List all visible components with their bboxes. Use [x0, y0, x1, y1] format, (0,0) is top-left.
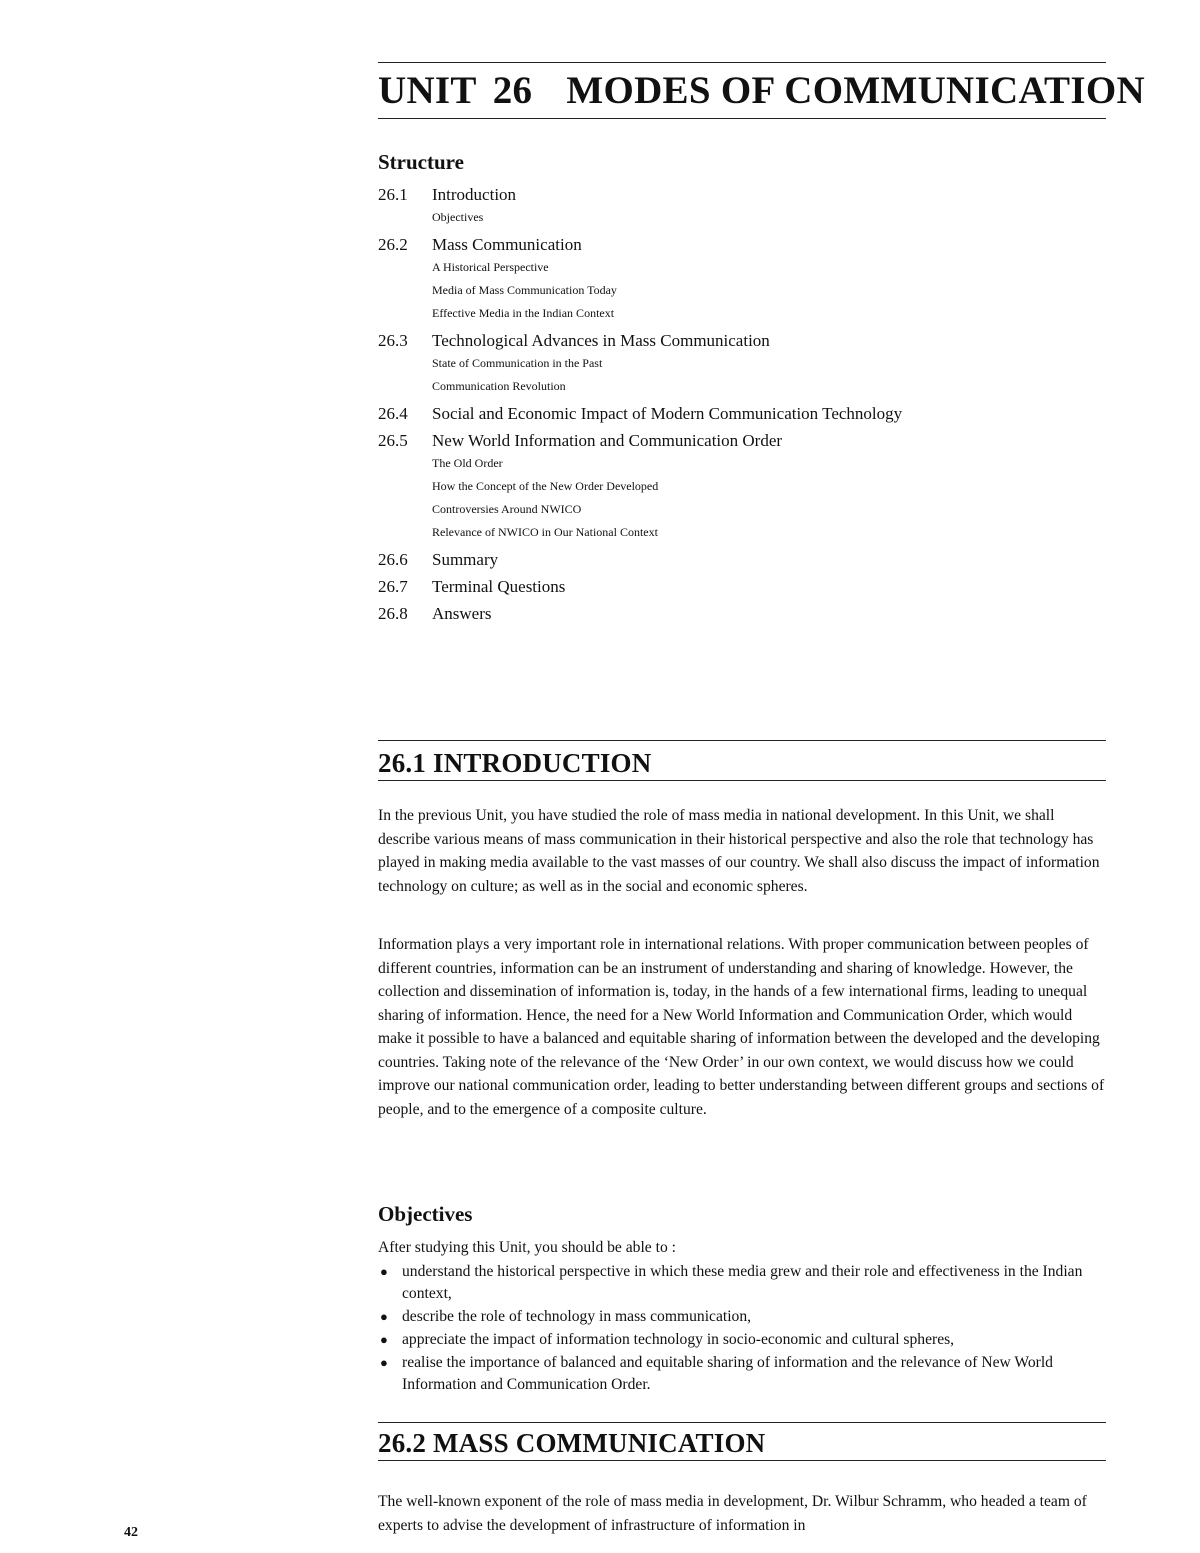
intro-paragraph-2: Information plays a very important role in international relations. With proper communication between peoples of different countries, information can be an instrument of understanding and sharing of knowledge. However, the collection and dissemination of information is, today, in the hands of a few international firms, leading to unequal sharing of information. Hence, the need for a New World Information and Communication Order, which would make it possible to have a balanced and equitable sharing of information between the developed and the developing countries. Taking note of the relevance of the ‘New Order’ in our own context, we would discuss how we could improve our national communication order, leading to better understanding between different groups and sections of people, and to the emergence of a composite culture. — [378, 936, 1105, 1118]
toc-entry — [378, 430, 1106, 544]
objective-item: ● realise the importance of balanced and equitable sharing of information and the relevance of New World Information and Communication Order. — [380, 1354, 1053, 1393]
bullet-icon: ● — [380, 1332, 388, 1347]
toc-subsection: Media of Mass Communication Today — [432, 283, 617, 297]
objectives-heading: Objectives — [378, 1202, 473, 1226]
objectives-intro: After studying this Unit, you should be able to : — [378, 1239, 676, 1256]
toc-section-title: Terminal Questions — [432, 577, 566, 596]
toc-section-number: 26.1 — [378, 185, 408, 204]
toc-entry — [378, 403, 1106, 425]
toc-main-line — [378, 576, 1106, 598]
top-rule — [378, 62, 1106, 63]
toc-section-title: Technological Advances in Mass Communication — [432, 331, 770, 350]
intro-bottom-rule — [378, 780, 1106, 781]
toc-section-number: 26.7 — [378, 577, 408, 596]
objectives-list — [378, 1261, 1106, 1397]
toc-entry — [378, 603, 1106, 625]
toc-subsection: Objectives — [432, 210, 484, 224]
toc-entry — [378, 234, 1106, 325]
objective-item: ● appreciate the impact of information technology in socio-economic and cultural spheres, — [378, 1329, 1106, 1351]
unit-number: 26 — [492, 69, 533, 112]
toc-subsection: Controversies Around NWICO — [432, 502, 582, 516]
table-of-contents — [378, 184, 1106, 630]
toc-main-line — [378, 330, 1106, 352]
toc-subsection: State of Communication in the Past — [432, 356, 603, 370]
mass-communication-heading: 26.2 MASS COMMUNICATION — [378, 1428, 766, 1458]
toc-section-title: Mass Communication — [432, 235, 582, 254]
toc-section-title: Answers — [432, 604, 492, 623]
toc-subsection: The Old Order — [432, 456, 503, 470]
toc-main-line — [378, 184, 1106, 206]
bullet-icon: ● — [380, 1309, 388, 1324]
toc-subsection: Effective Media in the Indian Context — [432, 306, 615, 320]
mass-comm-top-rule — [378, 1422, 1106, 1423]
unit-name: MODES OF COMMUNICATION — [566, 69, 1145, 112]
toc-section-number: 26.8 — [378, 604, 408, 623]
toc-section-title: Social and Economic Impact of Modern Communication Technology — [432, 404, 903, 423]
toc-subsection: A Historical Perspective — [432, 260, 549, 274]
objective-item: ● understand the historical perspective in which these media grew and their role and effectiveness in the Indian context, — [380, 1263, 1083, 1302]
unit-title — [378, 68, 1145, 113]
toc-section-number: 26.6 — [378, 550, 408, 569]
toc-section-title: Summary — [432, 550, 499, 569]
toc-section-title: Introduction — [432, 185, 517, 204]
unit-label: UNIT — [378, 69, 477, 112]
toc-main-line — [378, 430, 1106, 452]
toc-entry — [378, 330, 1106, 398]
mass-communication-paragraph: The well-known exponent of the role of mass media in development, Dr. Wilbur Schramm, who headed a team of experts to advise the development of infrastructure of information in — [378, 1493, 1087, 1534]
toc-section-title: New World Information and Communication Order — [432, 431, 783, 450]
toc-section-number: 26.2 — [378, 235, 408, 254]
toc-subsection: How the Concept of the New Order Developed — [432, 479, 659, 493]
intro-top-rule — [378, 740, 1106, 741]
intro-paragraph-1: In the previous Unit, you have studied the role of mass media in national development. In this Unit, we shall describe various means of mass communication in their historical perspective and also the role that technology has played in making media available to the vast masses of our country. We shall also discuss the impact of information technology on culture; as well as in the social and economic spheres. — [378, 807, 1100, 895]
mass-comm-bottom-rule — [378, 1460, 1106, 1461]
toc-entry — [378, 549, 1106, 571]
structure-heading: Structure — [378, 150, 464, 174]
toc-main-line — [378, 603, 1106, 625]
title-underline — [378, 118, 1106, 119]
toc-main-line — [378, 403, 1106, 425]
bullet-icon: ● — [380, 1355, 388, 1370]
toc-section-number: 26.3 — [378, 331, 408, 350]
bullet-icon: ● — [380, 1264, 388, 1279]
objective-item: ● describe the role of technology in mass communication, — [378, 1306, 1106, 1328]
introduction-heading: 26.1 INTRODUCTION — [378, 748, 652, 778]
toc-entry — [378, 184, 1106, 229]
toc-main-line — [378, 234, 1106, 256]
toc-section-number: 26.5 — [378, 431, 408, 450]
toc-subsection: Communication Revolution — [432, 379, 566, 393]
toc-entry — [378, 576, 1106, 598]
toc-section-number: 26.4 — [378, 404, 408, 423]
toc-subsection: Relevance of NWICO in Our National Context — [432, 525, 658, 539]
toc-main-line — [378, 549, 1106, 571]
page-number: 42 — [124, 1525, 138, 1540]
